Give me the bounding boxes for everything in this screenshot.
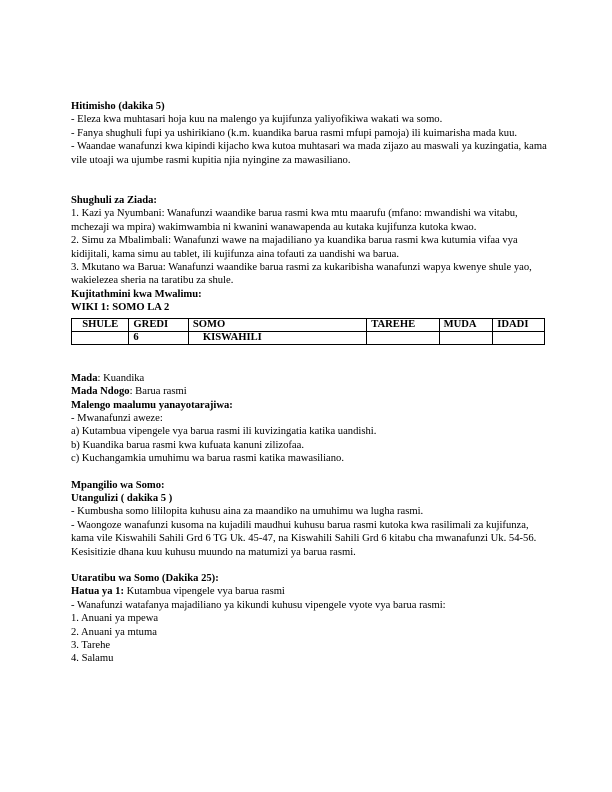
kujitathmini-heading: Kujitathmini kwa Mwalimu: bbox=[71, 288, 202, 300]
lesson-info-table bbox=[71, 318, 545, 345]
shughuli-line-3: 3. Mkutano wa Barua: Wanafunzi waandike barua rasmi za kukaribisha wanafunzi wapya kwenye shule yao, wakielezea sheria na taratibu za shule. bbox=[71, 262, 532, 287]
mpangilio-line-2: - Waongoze wanafunzi kusoma na kujadili maudhui kuhusu barua rasmi kutoka kwa rasilimali za kujifunza, kama vile Kiswahili Sahili Grd 6 TG Uk. 45-47, na Kiswahili Sahili Grd 6 kitabu cha mwanafunzi Uk. 54-56. Kesisitizie dhana kuu kuhusu muundo na matumizi ya barua rasmi. bbox=[71, 519, 537, 558]
cell-somo: KISWAHILI bbox=[188, 331, 366, 344]
table-row bbox=[72, 331, 545, 344]
utangulizi-heading: Utangulizi ( dakika 5 ) bbox=[71, 492, 173, 504]
malengo-heading: Malengo maalumu yanayotarajiwa: bbox=[71, 399, 233, 411]
table-header-row bbox=[72, 318, 545, 331]
utaratibu-line-1: - Wanafunzi watafanya majadiliano ya kikundi kuhusu vipengele vyote vya barua rasmi: bbox=[71, 599, 446, 611]
mada-label: Mada bbox=[71, 372, 98, 384]
lesson-plan-page bbox=[71, 100, 551, 666]
col-idadi: IDADI bbox=[493, 318, 545, 331]
utaratibu-heading: Utaratibu wa Somo (Dakika 25): bbox=[71, 572, 219, 584]
malengo-line-4: c) Kuchangamkia umuhimu wa barua rasmi katika mawasiliano. bbox=[71, 453, 344, 465]
mada-ndogo-value: : Barua rasmi bbox=[129, 386, 187, 398]
shughuli-line-1: 1. Kazi ya Nyumbani: Wanafunzi waandike barua rasmi kwa mtu maarufu (mfano: mwandishi wa vitabu, mchezaji wa mpira) wakimwambia ni kwanini wanawapenda au kutaka kujifunza kutoka kwao. bbox=[71, 208, 518, 233]
malengo-line-2: a) Kutambua vipengele vya barua rasmi ili kuvizingatia katika uandishi. bbox=[71, 426, 377, 438]
col-muda: MUDA bbox=[439, 318, 493, 331]
col-shule: SHULE bbox=[72, 318, 129, 331]
cell-shule bbox=[72, 331, 129, 344]
cell-muda bbox=[439, 331, 493, 344]
hatua-1-text: Kutambua vipengele vya barua rasmi bbox=[123, 586, 285, 598]
col-somo: SOMO bbox=[188, 318, 366, 331]
utaratibu-line-3: 2. Anuani ya mtuma bbox=[71, 626, 157, 638]
cell-tarehe bbox=[367, 331, 439, 344]
utaratibu-line-5: 4. Salamu bbox=[71, 653, 114, 665]
utaratibu-line-4: 3. Tarehe bbox=[71, 640, 111, 651]
cell-idadi bbox=[493, 331, 545, 344]
malengo-line-1: - Mwanafunzi aweze: bbox=[71, 412, 163, 424]
cell-gredi: 6 bbox=[129, 331, 188, 344]
col-gredi: GREDI bbox=[129, 318, 188, 331]
mada-ndogo-line bbox=[71, 385, 551, 398]
hitimisho-line-3: - Waandae wanafunzi kwa kipindi kijacho kwa kutoa muhtasari wa mada zijazo au maswali ya kuzingatia, kama vile utoaji wa ujumbe rasmi kupitia njia nyingine za mawasiliano. bbox=[71, 141, 547, 166]
mada-value: : Kuandika bbox=[97, 372, 145, 384]
malengo-line-3: b) Kuandika barua rasmi kwa kufuata kanuni zilizofaa. bbox=[71, 439, 304, 451]
hitimisho-line-2: - Fanya shughuli fupi ya ushirikiano (k.m. kuandika barua rasmi mfupi pamoja) ili kuimarisha mada kuu. bbox=[71, 127, 518, 139]
mpangilio-heading: Mpangilio wa Somo: bbox=[71, 479, 165, 491]
shughuli-line-2: 2. Simu za Mbalimbali: Wanafunzi wawe na majadiliano ya kuandika barua rasmi kwa kutumia vifaa vya kidijitali, kama simu au tablet, ili kujifunza aina tofauti za uandishi wa barua. bbox=[71, 235, 518, 260]
hatua-1-line bbox=[71, 585, 551, 598]
mpangilio-line-1: - Kumbusha somo lililopita kuhusu aina za maandiko na umuhimu wa lugha rasmi. bbox=[71, 506, 424, 518]
utaratibu-line-2: 1. Anuani ya mpewa bbox=[71, 613, 159, 625]
mada-line bbox=[71, 372, 551, 385]
col-tarehe: TAREHE bbox=[367, 318, 439, 331]
hitimisho-heading: Hitimisho (dakika 5) bbox=[71, 101, 165, 112]
mada-ndogo-label: Mada Ndogo bbox=[71, 386, 130, 398]
hatua-1-label: Hatua ya 1: bbox=[71, 586, 124, 598]
shughuli-heading: Shughuli za Ziada: bbox=[71, 195, 157, 207]
wiki-heading: WIKI 1: SOMO LA 2 bbox=[71, 302, 170, 314]
hitimisho-line-1: - Eleza kwa muhtasari hoja kuu na malengo ya kujifunza yaliyofikiwa wakati wa somo. bbox=[71, 114, 443, 126]
